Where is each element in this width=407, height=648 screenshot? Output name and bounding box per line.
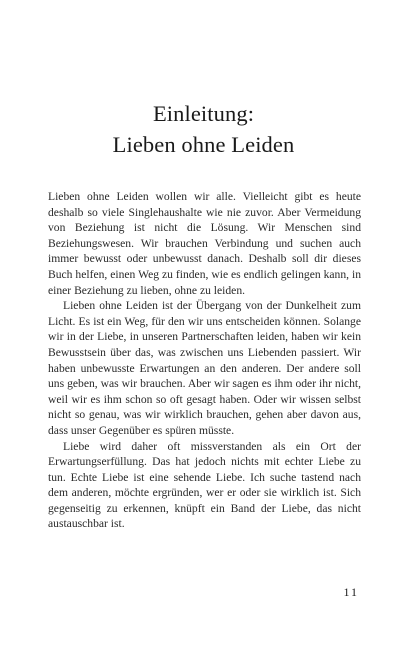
paragraph-2: Lieben ohne Leiden ist der Übergang von der Dunkelheit zum Licht. Es ist ein Weg, für den wir uns entscheiden können. Solange wir in der Liebe, in unseren Partnerschaften leiden, haben wir kein Bewusstsein über das, was zwischen uns Liebenden passiert. Wir haben unbewusste Erwartungen an den anderen. Der andere soll uns geben, was wir brauchen. Aber wir sagen es ihm oder ihr nicht, weil wir es ihm schon so oft gesagt haben. Oder wir wissen selbst nicht so genau, was wir wirklich brauchen, gehen aber davon aus, dass unser Gegenüber es spüren müsste. bbox=[48, 299, 361, 437]
paragraph-3: Liebe wird daher oft missverstanden als ein Ort der Erwartungserfüllung. Das hat jedoch nichts mit echter Liebe zu tun. Echte Liebe ist eine sehende Liebe. Ich suche tastend nach dem anderen, möchte ergründen, wer er oder sie wirklich ist. Sich gegenseitig zu erkennen, knüpft ein Band der Liebe, das nicht austauschbar ist. bbox=[48, 439, 361, 531]
page-number: 11 bbox=[343, 585, 359, 599]
chapter-title bbox=[0, 98, 407, 160]
body-text bbox=[48, 189, 361, 532]
chapter-title-line-2: Lieben ohne Leiden bbox=[112, 132, 295, 157]
paragraph-1: Lieben ohne Leiden wollen wir alle. Vielleicht gibt es heute deshalb so viele Singlehaushalte wie nie zuvor. Aber Vermeidung von Beziehung ist nicht die Lösung. Wir Menschen sind Beziehungswesen. Wir brauchen Verbindung und suchen auch immer bewusst oder unbewusst danach. Deshalb soll dir dieses Buch helfen, einen Weg zu finden, wie es endlich gelingen kann, in einer Beziehung zu lieben, ohne zu leiden. bbox=[48, 190, 361, 297]
chapter-title-line-1: Einleitung: bbox=[152, 101, 255, 126]
